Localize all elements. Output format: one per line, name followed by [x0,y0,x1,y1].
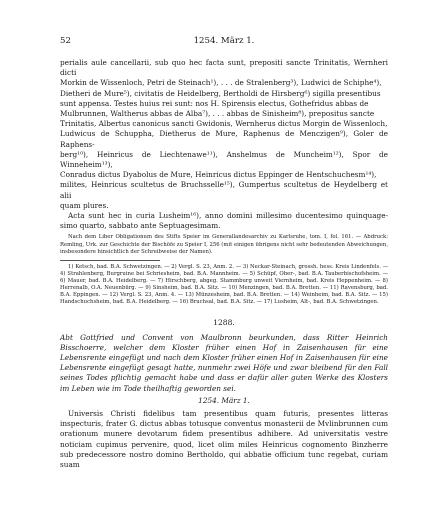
text-line: Ludwicus de Schuppha, Dietherus de Mure, Raphenus de Menczigen⁹), Goler de Raphens- [60,129,388,149]
text-line: Dietheri de Mure⁵), civitatis de Heidelberg, Bertholdi de Hirsberg⁶) sigilla presentibus [60,88,381,98]
text-line: Mulbrunnen, Waltherus abbas de Alba⁷), . . . abbas de Sinisheim⁸), prepositus sancte [60,109,375,119]
text-line: Conradus dictus Dyabolus de Mure, Heinricus dictus Eppinger de Hentschuchesm¹⁴), [60,170,377,180]
closing-line: Acta sunt hec in curia Lusheim¹⁶), anno domini millesimo ducentesimo quinquage-simo quarto, sabbato ante Septuagesimam. [60,211,388,231]
footnote-divider [60,260,160,261]
page-body [60,58,388,470]
text-line: berg¹⁰), Heinricus de Liechtenawe¹¹), Anshelmus de Muncheim¹²), Spor de Winneheim¹³), [60,149,388,170]
charter-witness-list [60,58,388,231]
text-line: perialis aule cancellarii, sub quo hec facta sunt, prepositi sancte Trinitatis, Wernheri dicti [60,58,388,78]
text-line: milites, Heinricus scultetus de Bruchsselle¹⁵), Gumpertus scultetus de Heydelberg et alii [60,180,388,200]
text-line: Morkin de Wissenloch, Petri de Steinach¹), . . . de Stralenberg³), Ludwici de Schiphe⁴), [60,78,382,88]
footnotes: 1) Ketsch, bad. B.A. Schwetzingen. — 2) Vergl. S. 23, Anm. 2. — 3) Neckar-Steinach, grossh. hess. Kreis Lindenfels. — 4) Strahlenberg, Burgruine bei Schriesheim, bad. B.A. Mannheim. — 5) Schüpf, Ober-, bad. B.A. Tauberbischofsheim. — 6) Mauer, bad. B.A. Heidelberg. — 7) Hirschberg, abgeg. Stammburg unweit Viernheim, bad. Kreis Heppenheim. — 8) Herrenalb, O.A. Neuenbürg. — 9) Sinsheim, bad. B.A. Sitz. — 10) Menzingen, bad. B.A. Bretten. — 11) Ravensburg, bad. B.A. Eppingen. — 12) Vergl. S. 23, Anm. 4. — 13) Münzesheim, bad. B.A. Bretten. — 14) Weinheim, bad. B.A. Sitz. — 15) Handschuchsheim, bad. B.A. Heidelberg. — 16) Bruchsal, bad. B.A. Sitz. — 17) Lusheim, Alt-, bad. B.A. Schwetzingen. [60,263,388,306]
apparatus [60,234,388,306]
text-line: Trinitatis, Albertus canonicus sancti Gwidonis, Wernherus dictus Morgin de Wissenloch, [60,119,388,129]
running-title: 1254. März 1. [193,36,255,46]
document-date: 1254. März 1. [198,395,250,405]
page-number: 52 [60,36,71,46]
document-summary: Abt Gottfried und Convent von Maulbronn beurkunden, dass Ritter Heinrich Bisschoerre, welcher dem Kloster früher einen Hof in Zaisenhausen für eine Lebensrente eingefügt und nach dem Kloster früher einen Hof in Zaisenhausen für eine Lebensrente eingefügt gesagt hatte, nunmehr zwei Höfe und zwar bleibend für den Fall seines Todes pflichtig gemacht habe und dass er dafür aller guten Werke des Klosters im Leben wie im Tode theilhaftig geworden sei. [60,332,388,393]
page-header [60,36,388,50]
document-number: 1288. [213,318,235,328]
document-text: Universis Christi fidelibus tam presentibus quam futuris, presentes litteras inspecturis, frater G. dictus abbas totusque conventus monasterii de Mvlinbrunnen cum orationum munere devotarum fidem presentibus adhibere. Ad universitatis vestre noticiam cupimus pervenire, quod, licet olim miles Heinricus cognomento Binzherre sub predecessore nostro domino Bertholdo, qui abbatie officium tunc regebat, curiam suam [60,408,388,469]
source-note: Nach dem Liber Obligationum des Stifts Speier im Generallandesarchiv zu Karlsruhe, tom. I, fol. 161. — Abdruck: Remling, Urk. zur Geschichte der Bischöfe zu Speier I, 256 (mit einigen übrigens nicht sehr bedeutenden Abweichungen, insbesondere hinsichtlich der Schreibweise der Namen). [60,234,388,255]
text-line: sunt appensa. Testes huius rei sunt: nos H. Spirensis electus, Gothefridus abbas de [60,98,369,108]
text-line: quam plures. [60,200,109,210]
